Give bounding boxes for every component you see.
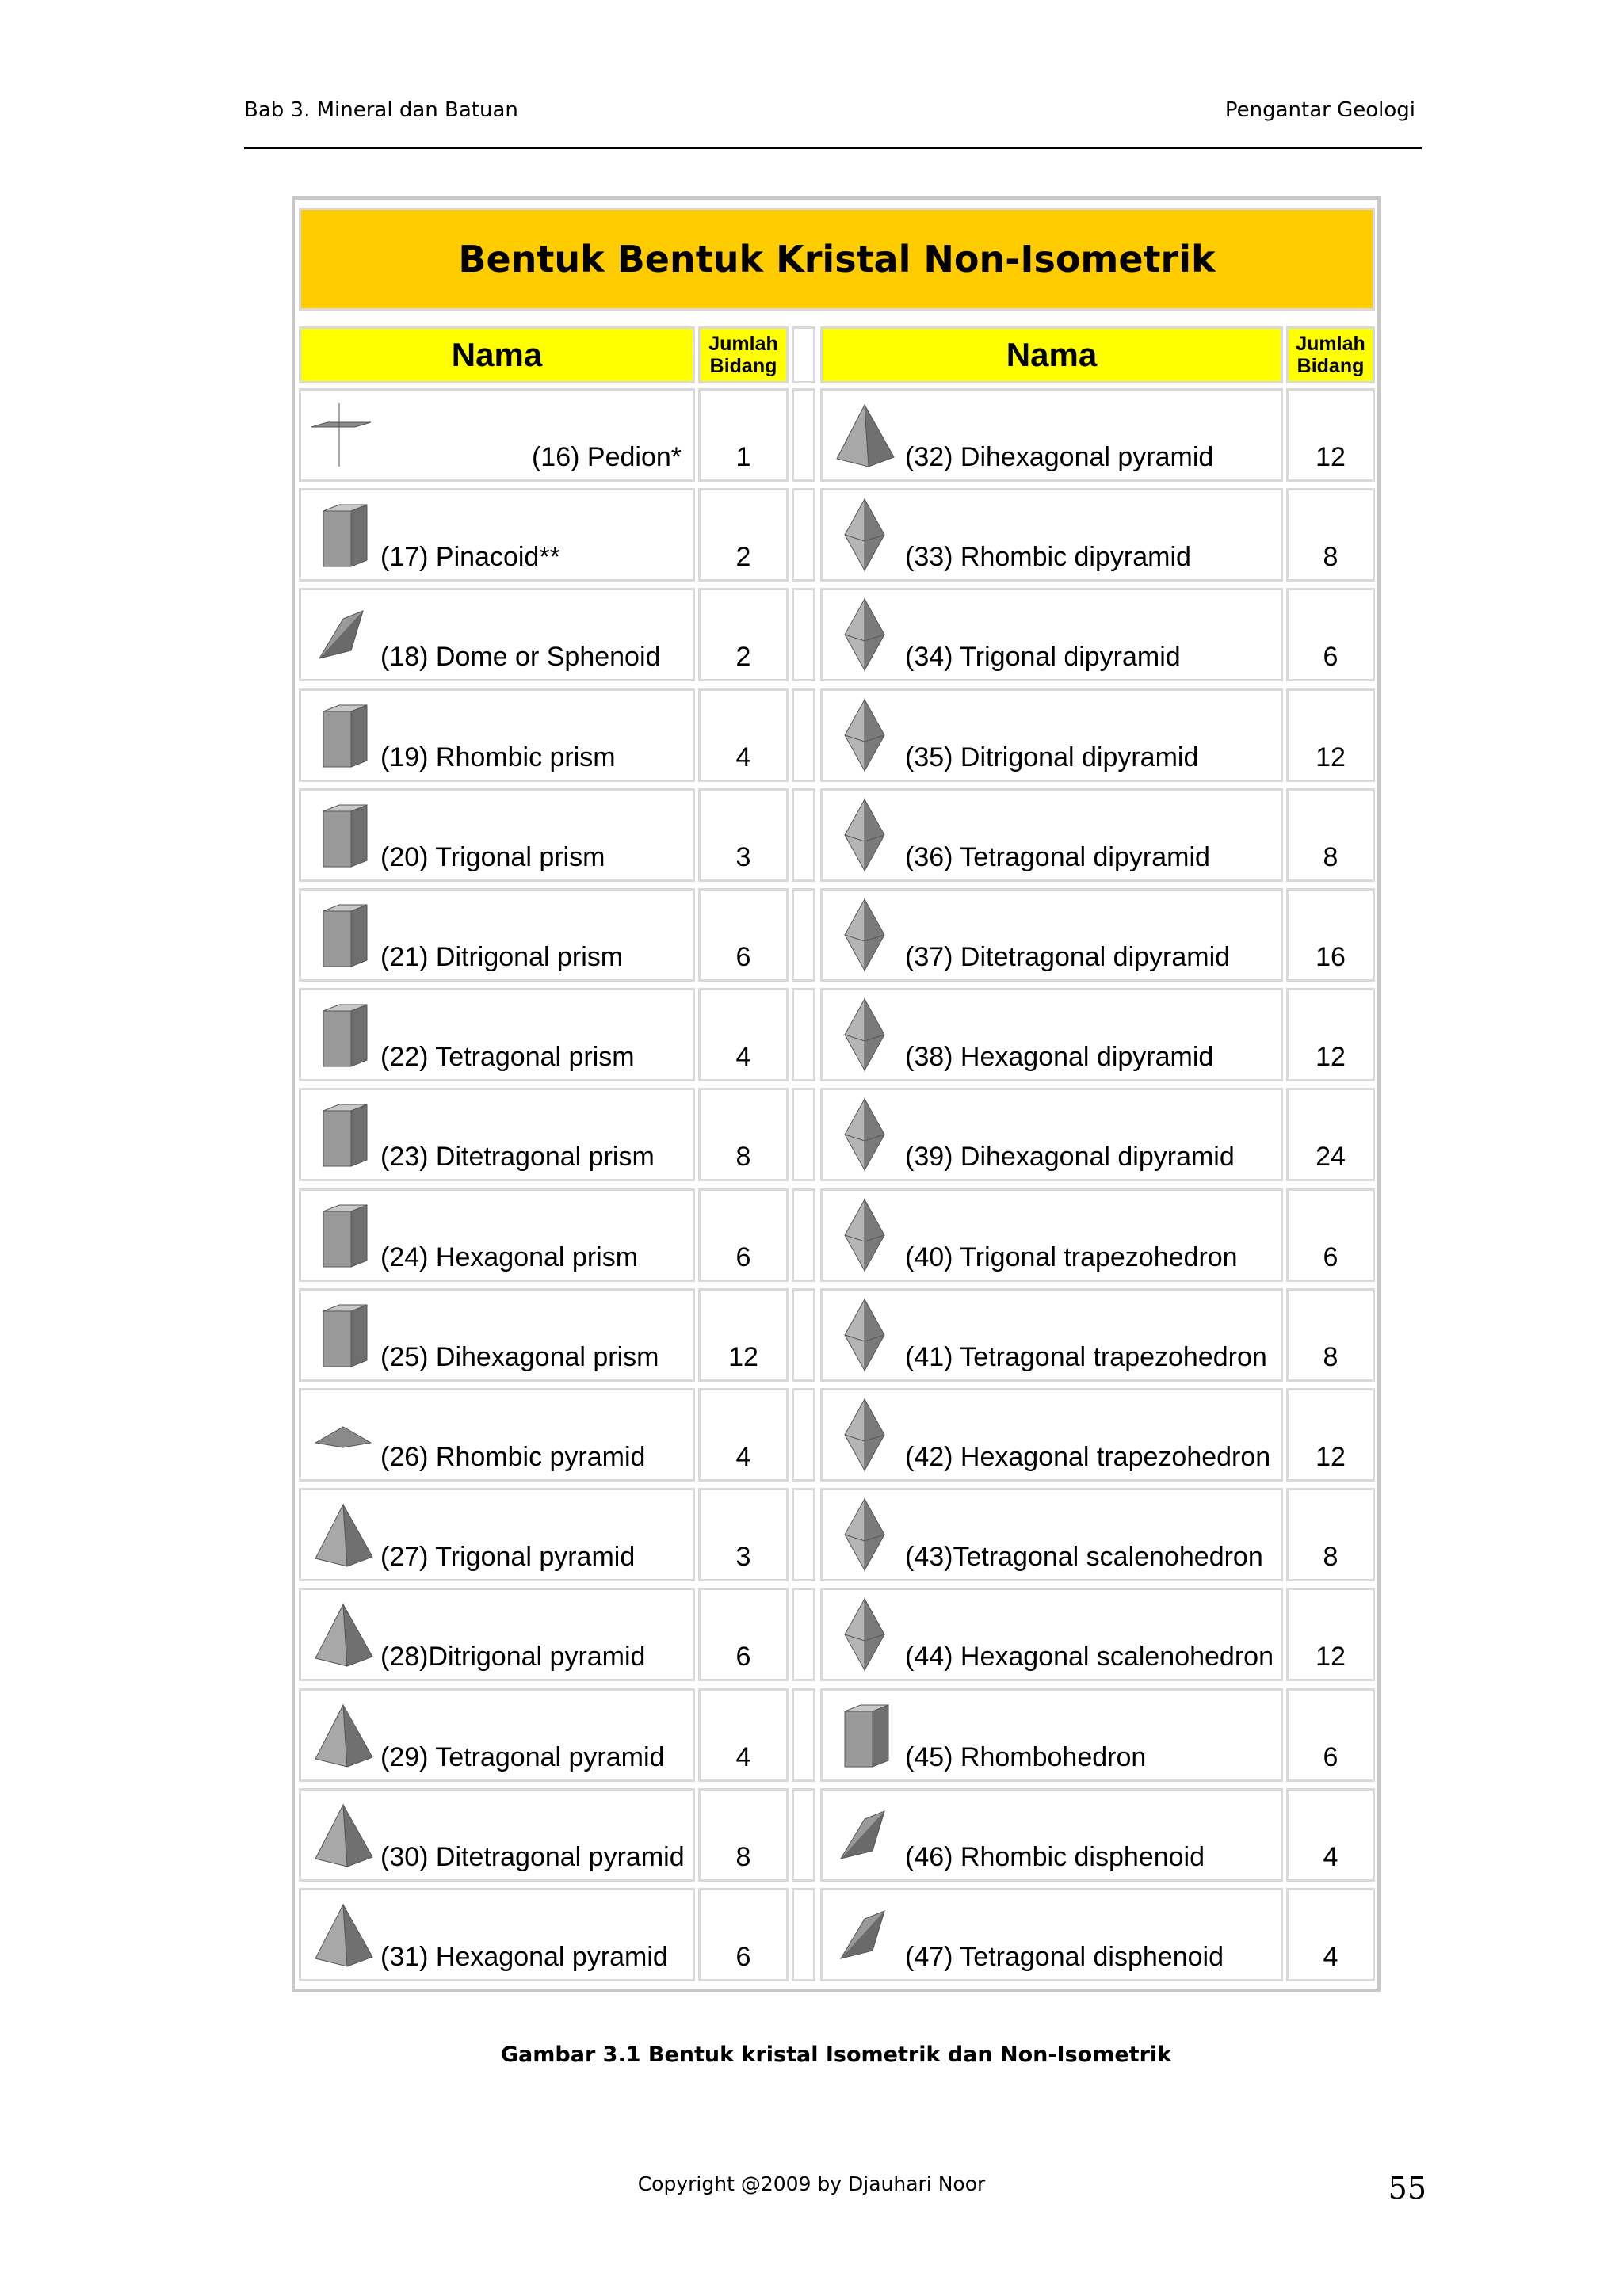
right-row-1-name-cell bbox=[820, 388, 1283, 482]
hexagonal-pyramid-icon bbox=[307, 1895, 379, 1974]
right-row-12-name-cell bbox=[820, 1488, 1283, 1581]
right-row-16-count-cell bbox=[1286, 1888, 1375, 1981]
face-count: 4 bbox=[1323, 1942, 1338, 1972]
right-row-2-count-cell bbox=[1286, 488, 1375, 582]
left-row-13-name-cell bbox=[299, 1588, 695, 1681]
crystal-form-name: (32) Dihexagonal pyramid bbox=[905, 442, 1214, 472]
crystal-form-name: (41) Tetragonal trapezohedron bbox=[905, 1342, 1267, 1372]
dihexagonal-pyramid-icon bbox=[829, 395, 900, 475]
crystal-form-name: (28)Ditrigonal pyramid bbox=[380, 1642, 646, 1672]
left-count-header-line1: Jumlah bbox=[708, 333, 778, 355]
right-row-12-count-cell bbox=[1286, 1488, 1375, 1581]
right-row-9-count-cell bbox=[1286, 1188, 1375, 1282]
spacer-cell bbox=[792, 1188, 815, 1282]
crystal-form-name: (47) Tetragonal disphenoid bbox=[905, 1942, 1224, 1972]
left-row-6-count-cell bbox=[698, 888, 789, 982]
right-row-14-name-cell bbox=[820, 1688, 1283, 1782]
left-row-8-count-cell bbox=[698, 1088, 789, 1181]
left-row-5-count-cell bbox=[698, 788, 789, 882]
left-row-10-name-cell bbox=[299, 1288, 695, 1382]
right-row-3-count-cell bbox=[1286, 588, 1375, 681]
left-row-6-name-cell bbox=[299, 888, 695, 982]
right-row-8-count-cell bbox=[1286, 1088, 1375, 1181]
right-row-15-name-cell bbox=[820, 1788, 1283, 1882]
spacer-cell bbox=[792, 788, 815, 882]
crystal-form-name: (34) Trigonal dipyramid bbox=[905, 642, 1181, 672]
face-count: 6 bbox=[735, 1642, 751, 1672]
face-count: 12 bbox=[728, 1342, 758, 1372]
spacer-cell bbox=[792, 1688, 815, 1782]
ditetragonal-pyramid-icon bbox=[307, 1795, 379, 1875]
face-count: 8 bbox=[735, 1842, 751, 1872]
left-name-header-label: Nama bbox=[451, 336, 543, 373]
face-count: 3 bbox=[735, 842, 751, 872]
crystal-form-name: (36) Tetragonal dipyramid bbox=[905, 842, 1210, 872]
left-row-3-count-cell bbox=[698, 588, 789, 681]
copyright-notice: Copyright @2009 by Djauhari Noor bbox=[637, 2172, 986, 2195]
crystal-form-name: (26) Rhombic pyramid bbox=[380, 1442, 646, 1472]
crystal-form-name: (37) Ditetragonal dipyramid bbox=[905, 942, 1231, 972]
right-row-5-name-cell bbox=[820, 788, 1283, 882]
face-count: 6 bbox=[735, 1242, 751, 1272]
left-row-8-name-cell bbox=[299, 1088, 695, 1181]
left-row-12-count-cell bbox=[698, 1488, 789, 1581]
right-row-15-count-cell bbox=[1286, 1788, 1375, 1882]
left-row-7-count-cell bbox=[698, 988, 789, 1081]
face-count: 2 bbox=[735, 542, 751, 572]
crystal-form-name: (19) Rhombic prism bbox=[380, 742, 616, 772]
face-count: 6 bbox=[1323, 1742, 1338, 1772]
right-row-16-name-cell bbox=[820, 1888, 1283, 1981]
right-row-10-count-cell bbox=[1286, 1288, 1375, 1382]
right-row-13-count-cell bbox=[1286, 1588, 1375, 1681]
face-count: 12 bbox=[1316, 1042, 1346, 1072]
spacer-cell bbox=[792, 988, 815, 1081]
left-row-14-count-cell bbox=[698, 1688, 789, 1782]
spacer-cell bbox=[792, 588, 815, 681]
book-title: Pengantar Geologi bbox=[1224, 98, 1415, 122]
rhombic-pyramid-icon bbox=[307, 1395, 379, 1474]
spacer-cell bbox=[792, 1088, 815, 1181]
rhombohedron-icon bbox=[829, 1695, 900, 1775]
left-row-4-name-cell bbox=[299, 688, 695, 782]
right-row-4-name-cell bbox=[820, 688, 1283, 782]
spacer-cell bbox=[792, 1888, 815, 1981]
left-row-9-name-cell bbox=[299, 1188, 695, 1282]
crystal-form-name: (35) Ditrigonal dipyramid bbox=[905, 742, 1199, 772]
spacer-header bbox=[792, 326, 815, 383]
right-count-header bbox=[1286, 326, 1375, 383]
face-count: 2 bbox=[735, 642, 751, 672]
left-row-10-count-cell bbox=[698, 1288, 789, 1382]
ditrigonal-pyramid-icon bbox=[307, 1595, 379, 1674]
right-row-9-name-cell bbox=[820, 1188, 1283, 1282]
right-row-13-name-cell bbox=[820, 1588, 1283, 1681]
face-count: 1 bbox=[735, 442, 751, 472]
right-row-4-count-cell bbox=[1286, 688, 1375, 782]
tetragonal-scalenohedron-icon bbox=[829, 1495, 900, 1574]
right-row-5-count-cell bbox=[1286, 788, 1375, 882]
left-row-16-count-cell bbox=[698, 1888, 789, 1981]
left-count-header bbox=[698, 326, 789, 383]
tetragonal-pyramid-icon bbox=[307, 1695, 379, 1775]
crystal-form-name: (20) Trigonal prism bbox=[380, 842, 605, 872]
crystal-form-name: (33) Rhombic dipyramid bbox=[905, 542, 1191, 572]
crystal-form-name: (46) Rhombic disphenoid bbox=[905, 1842, 1205, 1872]
right-row-7-count-cell bbox=[1286, 988, 1375, 1081]
crystal-form-name: (24) Hexagonal prism bbox=[380, 1242, 639, 1272]
crystal-form-name: (18) Dome or Sphenoid bbox=[380, 642, 661, 672]
crystal-form-name: (38) Hexagonal dipyramid bbox=[905, 1042, 1214, 1072]
tetragonal-dipyramid-icon bbox=[829, 795, 900, 875]
right-count-header-line2: Bidang bbox=[1296, 355, 1365, 377]
crystal-form-name: (25) Dihexagonal prism bbox=[380, 1342, 659, 1372]
spacer-cell bbox=[792, 1788, 815, 1882]
hexagonal-dipyramid-icon bbox=[829, 995, 900, 1074]
page-number: 55 bbox=[1388, 2171, 1426, 2206]
crystal-form-name: (22) Tetragonal prism bbox=[380, 1042, 635, 1072]
hexagonal-prism-icon bbox=[307, 1196, 379, 1275]
face-count: 12 bbox=[1316, 1642, 1346, 1672]
table-title-bar bbox=[299, 208, 1375, 311]
face-count: 4 bbox=[735, 742, 751, 772]
face-count: 4 bbox=[735, 1742, 751, 1772]
face-count: 8 bbox=[1323, 542, 1338, 572]
trigonal-trapezohedron-icon bbox=[829, 1196, 900, 1275]
ditetragonal-prism-icon bbox=[307, 1095, 379, 1174]
right-row-6-name-cell bbox=[820, 888, 1283, 982]
spacer-cell bbox=[792, 888, 815, 982]
tetragonal-prism-icon bbox=[307, 995, 379, 1074]
face-count: 6 bbox=[1323, 642, 1338, 672]
left-row-11-count-cell bbox=[698, 1388, 789, 1482]
crystal-form-name: (40) Trigonal trapezohedron bbox=[905, 1242, 1238, 1272]
crystal-form-name: (31) Hexagonal pyramid bbox=[380, 1942, 668, 1972]
left-row-15-name-cell bbox=[299, 1788, 695, 1882]
ditrigonal-dipyramid-icon bbox=[829, 696, 900, 775]
spacer-cell bbox=[792, 388, 815, 482]
left-row-12-name-cell bbox=[299, 1488, 695, 1581]
crystal-form-name: (16) Pedion* bbox=[531, 442, 682, 472]
crystal-form-name: (30) Ditetragonal pyramid bbox=[380, 1842, 685, 1872]
dihexagonal-prism-icon bbox=[307, 1295, 379, 1375]
crystal-form-name: (21) Ditrigonal prism bbox=[380, 942, 624, 972]
spacer-cell bbox=[792, 1488, 815, 1581]
crystal-form-name: (29) Tetragonal pyramid bbox=[380, 1742, 665, 1772]
face-count: 16 bbox=[1316, 942, 1346, 972]
trigonal-prism-icon bbox=[307, 795, 379, 875]
crystal-form-name: (39) Dihexagonal dipyramid bbox=[905, 1142, 1235, 1172]
face-count: 4 bbox=[735, 1042, 751, 1072]
right-name-header-label: Nama bbox=[1006, 336, 1098, 373]
right-row-8-name-cell bbox=[820, 1088, 1283, 1181]
chapter-title: Bab 3. Mineral dan Batuan bbox=[244, 98, 518, 122]
face-count: 8 bbox=[1323, 1542, 1338, 1572]
right-row-11-name-cell bbox=[820, 1388, 1283, 1482]
face-count: 8 bbox=[735, 1142, 751, 1172]
ditrigonal-prism-icon bbox=[307, 895, 379, 974]
right-row-14-count-cell bbox=[1286, 1688, 1375, 1782]
hexagonal-trapezohedron-icon bbox=[829, 1395, 900, 1474]
right-row-2-name-cell bbox=[820, 488, 1283, 582]
right-row-6-count-cell bbox=[1286, 888, 1375, 982]
left-row-16-name-cell bbox=[299, 1888, 695, 1981]
spacer-cell bbox=[792, 488, 815, 582]
dihexagonal-dipyramid-icon bbox=[829, 1095, 900, 1174]
left-row-15-count-cell bbox=[698, 1788, 789, 1882]
face-count: 8 bbox=[1323, 1342, 1338, 1372]
trigonal-pyramid-icon bbox=[307, 1495, 379, 1574]
table-title: Bentuk Bentuk Kristal Non-Isometrik bbox=[458, 238, 1216, 280]
pinacoid-icon bbox=[307, 495, 379, 574]
face-count: 4 bbox=[1323, 1842, 1338, 1872]
right-row-11-count-cell bbox=[1286, 1388, 1375, 1482]
face-count: 8 bbox=[1323, 842, 1338, 872]
left-row-3-name-cell bbox=[299, 588, 695, 681]
dome-icon bbox=[307, 595, 379, 674]
spacer-cell bbox=[792, 688, 815, 782]
crystal-form-name: (17) Pinacoid** bbox=[380, 542, 560, 572]
crystal-form-name: (27) Trigonal pyramid bbox=[380, 1542, 636, 1572]
face-count: 12 bbox=[1316, 442, 1346, 472]
left-row-13-count-cell bbox=[698, 1588, 789, 1681]
right-row-10-name-cell bbox=[820, 1288, 1283, 1382]
ditetragonal-dipyramid-icon bbox=[829, 895, 900, 974]
rhombic-disphenoid-icon bbox=[829, 1795, 900, 1875]
left-row-7-name-cell bbox=[299, 988, 695, 1081]
left-name-header bbox=[299, 326, 695, 383]
spacer-cell bbox=[792, 1588, 815, 1681]
tetragonal-disphenoid-icon bbox=[829, 1895, 900, 1974]
face-count: 6 bbox=[735, 942, 751, 972]
crystal-form-name: (43)Tetragonal scalenohedron bbox=[905, 1542, 1263, 1572]
spacer-cell bbox=[792, 1388, 815, 1482]
trigonal-dipyramid-icon bbox=[829, 595, 900, 674]
spacer-cell bbox=[792, 1288, 815, 1382]
crystal-form-name: (44) Hexagonal scalenohedron bbox=[905, 1642, 1274, 1672]
right-count-header-line1: Jumlah bbox=[1296, 333, 1365, 355]
crystal-form-name: (42) Hexagonal trapezohedron bbox=[905, 1442, 1271, 1472]
crystal-form-name: (45) Rhombohedron bbox=[905, 1742, 1147, 1772]
face-count: 3 bbox=[735, 1542, 751, 1572]
right-row-1-count-cell bbox=[1286, 388, 1375, 482]
rhombic-dipyramid-icon bbox=[829, 495, 900, 574]
face-count: 4 bbox=[735, 1442, 751, 1472]
face-count: 12 bbox=[1316, 742, 1346, 772]
left-row-4-count-cell bbox=[698, 688, 789, 782]
face-count: 6 bbox=[1323, 1242, 1338, 1272]
left-row-1-name-cell bbox=[299, 388, 695, 482]
left-row-2-count-cell bbox=[698, 488, 789, 582]
left-row-5-name-cell bbox=[299, 788, 695, 882]
face-count: 6 bbox=[735, 1942, 751, 1972]
left-count-header-line2: Bidang bbox=[709, 355, 777, 377]
left-row-14-name-cell bbox=[299, 1688, 695, 1782]
left-row-2-name-cell bbox=[299, 488, 695, 582]
left-row-11-name-cell bbox=[299, 1388, 695, 1482]
right-row-7-name-cell bbox=[820, 988, 1283, 1081]
pedion-icon bbox=[307, 395, 379, 475]
right-name-header bbox=[820, 326, 1283, 383]
left-row-1-count-cell bbox=[698, 388, 789, 482]
right-row-3-name-cell bbox=[820, 588, 1283, 681]
hexagonal-scalenohedron-icon bbox=[829, 1595, 900, 1674]
tetragonal-trapezohedron-icon bbox=[829, 1295, 900, 1375]
face-count: 24 bbox=[1316, 1142, 1346, 1172]
figure-caption: Gambar 3.1 Bentuk kristal Isometrik dan Non-Isometrik bbox=[500, 2042, 1172, 2067]
rhombic-prism-icon bbox=[307, 696, 379, 775]
left-row-9-count-cell bbox=[698, 1188, 789, 1282]
face-count: 12 bbox=[1316, 1442, 1346, 1472]
page-header bbox=[244, 98, 1422, 149]
crystal-form-name: (23) Ditetragonal prism bbox=[380, 1142, 655, 1172]
